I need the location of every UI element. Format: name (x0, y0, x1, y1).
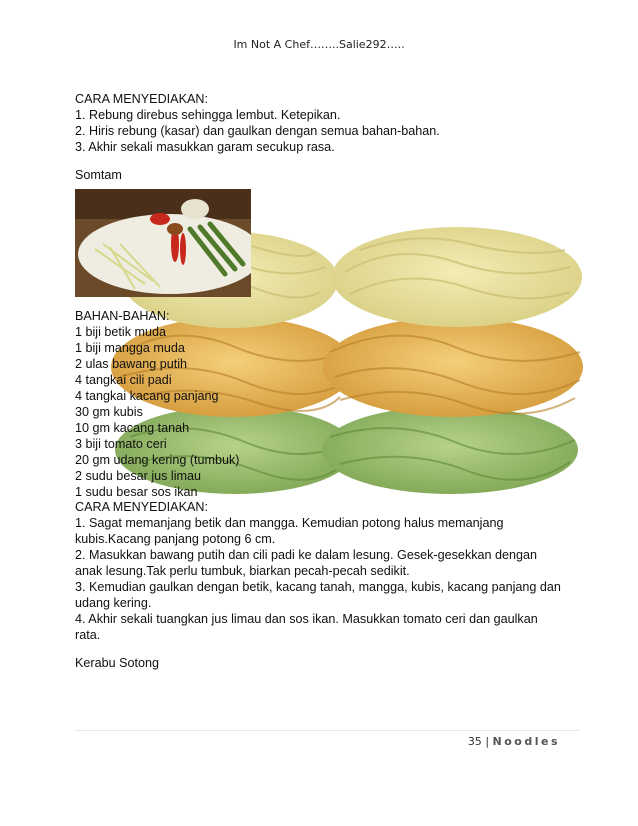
ingredient-item: 1 biji betik muda (75, 325, 167, 339)
ingredients-section (75, 308, 240, 500)
footer-separator: | (485, 735, 493, 748)
recipe-title-kerabu-sotong: Kerabu Sotong (75, 656, 160, 670)
ingredient-item: 1 biji mangga muda (75, 341, 185, 355)
noodle-stack-right (322, 227, 583, 494)
section-heading: CARA MENYEDIAKAN: (75, 500, 208, 514)
ingredient-item: 1 sudu besar sos ikan (75, 485, 198, 499)
step-line: udang kering. (75, 596, 152, 610)
page-footer (468, 735, 560, 748)
step-line: 4. Akhir sekali tuangkan jus limau dan sos ikan. Masukkan tomato ceri dan gaulkan (75, 612, 538, 626)
step-line: 1. Sagat memanjang betik dan mangga. Kemudian potong halus memanjang (75, 516, 504, 530)
ingredients-heading: BAHAN-BAHAN: (75, 309, 170, 323)
ingredient-item: 3 biji tomato ceri (75, 437, 167, 451)
footer-label: Noodles (492, 735, 560, 748)
step-line: 3. Kemudian gaulkan dengan betik, kacang tanah, mangga, kubis, kacang panjang dan (75, 580, 561, 594)
step-line: 2. Hiris rebung (kasar) dan gaulkan dengan semua bahan-bahan. (75, 124, 440, 138)
recipe-title-somtam: Somtam (75, 168, 122, 182)
step-line: rata. (75, 628, 101, 642)
ingredient-item: 10 gm kacang tanah (75, 421, 190, 435)
ingredient-item: 2 sudu besar jus limau (75, 469, 202, 483)
footer-divider (75, 730, 580, 731)
page-number: 35 (467, 735, 482, 748)
ingredient-item: 4 tangkai kacang panjang (75, 389, 219, 403)
somtam-photo (75, 189, 251, 297)
ingredient-item: 4 tangkai cili padi (75, 373, 172, 387)
section-heading: CARA MENYEDIAKAN: (75, 92, 208, 106)
step-line: kubis.Kacang panjang potong 6 cm. (75, 532, 276, 546)
ingredient-item: 30 gm kubis (75, 405, 143, 419)
ingredient-item: 2 ulas bawang putih (75, 357, 188, 371)
ingredient-item: 20 gm udang kering (tumbuk) (75, 453, 240, 467)
step-line: 3. Akhir sekali masukkan garam secukup rasa. (75, 140, 335, 154)
step-line: 1. Rebung direbus sehingga lembut. Ketepikan. (75, 108, 341, 122)
preparation-section-1 (75, 91, 440, 155)
step-line: anak lesung.Tak perlu tumbuk, biarkan pecah-pecah sedikit. (75, 564, 410, 578)
step-line: 2. Masukkan bawang putih dan cili padi ke dalam lesung. Gesek-gesekkan dengan (75, 548, 538, 562)
page-header: Im Not A Chef……..Salie292….. (233, 38, 405, 51)
preparation-section-2 (75, 499, 561, 643)
